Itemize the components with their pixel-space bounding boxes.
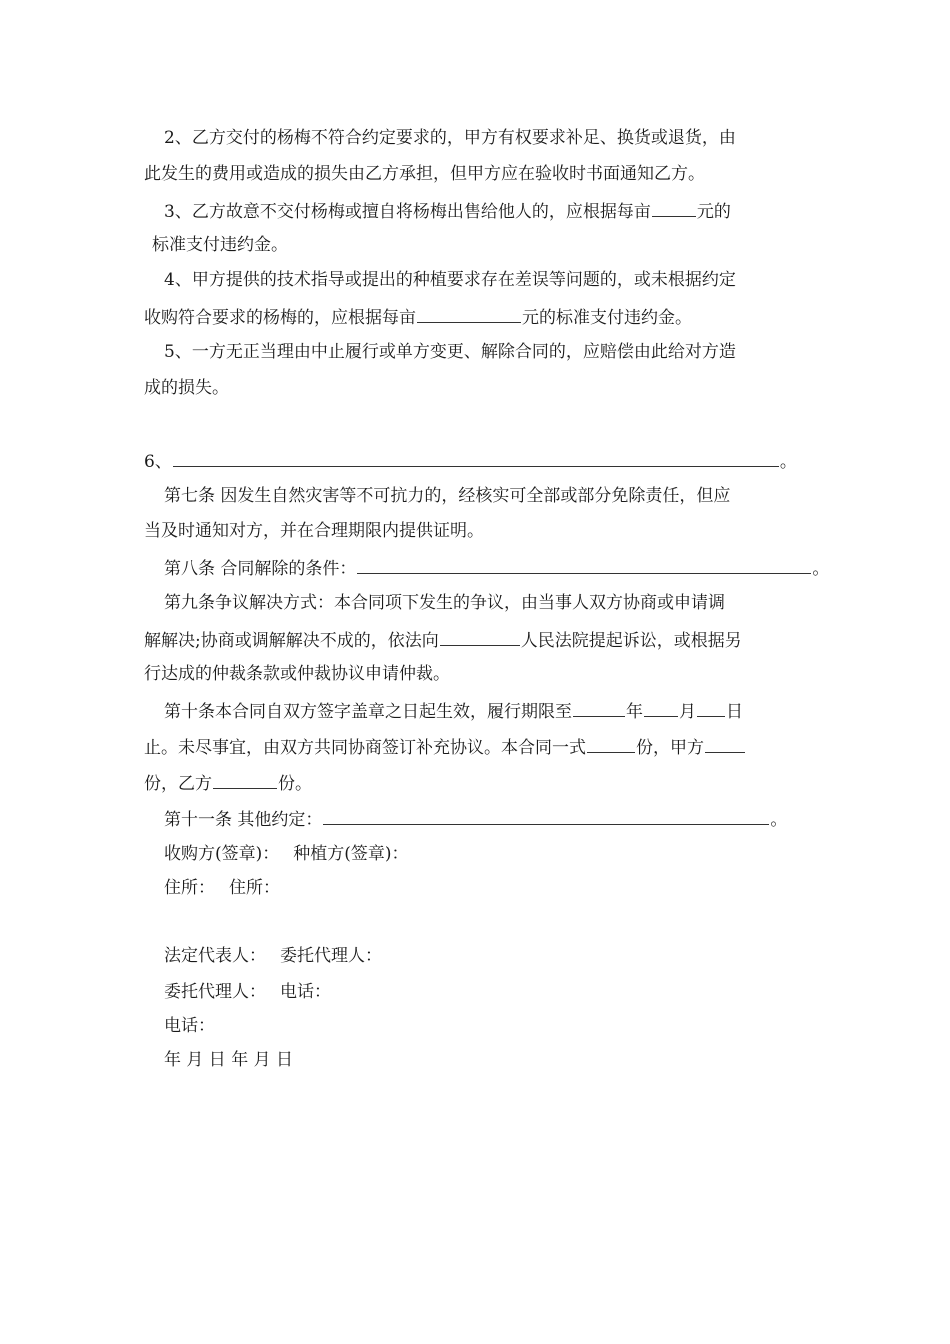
text: 年 xyxy=(626,702,643,722)
blank-field[interactable] xyxy=(705,734,745,753)
date-line xyxy=(164,1048,293,1072)
buyer-agent-label: 委托代理人： xyxy=(164,982,266,1002)
text: 3、乙方故意不交付杨梅或擅自将杨梅出售给他人的，应根据每亩 xyxy=(164,202,651,222)
text: 元的标准支付违约金。 xyxy=(522,308,692,328)
article-9-line-1 xyxy=(164,591,725,615)
text: 此发生的费用或造成的损失由乙方承担，但甲方应在验收时书面通知乙方。 xyxy=(144,164,705,184)
grower-signature-label: 种植方(签章)： xyxy=(293,844,409,864)
clause-4-line-1 xyxy=(164,268,736,292)
text: 份。 xyxy=(278,774,312,794)
clause-6-line xyxy=(144,448,797,474)
text: 止。未尽事宜，由双方共同协商签订补充协议。本合同一式 xyxy=(144,738,586,758)
clause-5-line-1 xyxy=(164,340,736,364)
text: 第十条本合同自双方签字盖章之日起生效，履行期限至 xyxy=(164,702,572,722)
article-9-line-3 xyxy=(144,662,450,686)
text: 解解决;协商或调解解决不成的，依法向 xyxy=(144,631,439,651)
text: 5、一方无正当理由中止履行或单方变更、解除合同的，应赔偿由此给对方造 xyxy=(164,342,736,362)
text: 第七条 因发生自然灾害等不可抗力的，经核实可全部或部分免除责任，但应 xyxy=(164,486,731,506)
article-10-line-1 xyxy=(164,698,743,724)
signature-parties-line xyxy=(164,842,409,866)
blank-field[interactable] xyxy=(652,198,696,217)
text: 行达成的仲裁条款或仲裁协议申请仲裁。 xyxy=(144,664,450,684)
grower-address-label: 住所： xyxy=(229,878,280,898)
text: 第十一条 其他约定： xyxy=(164,810,323,830)
blank-field[interactable] xyxy=(357,555,811,574)
text: 份，甲方 xyxy=(636,738,704,758)
blank-field[interactable] xyxy=(573,698,625,717)
text: 人民法院提起诉讼，或根据另 xyxy=(520,631,742,651)
buyer-signature-label: 收购方(签章)： xyxy=(164,844,280,864)
text: 份，乙方 xyxy=(144,774,212,794)
grower-phone-label: 电话： xyxy=(280,982,331,1002)
buyer-address-label: 住所： xyxy=(164,878,215,898)
blank-field[interactable] xyxy=(213,770,277,789)
article-11-line xyxy=(164,806,787,832)
text: 元的 xyxy=(696,202,731,222)
text: 月 xyxy=(679,702,696,722)
text: 。 xyxy=(779,452,797,472)
blank-field[interactable] xyxy=(697,698,725,717)
blank-field[interactable] xyxy=(173,448,779,467)
text: 6、 xyxy=(144,452,172,472)
clause-5-line-2 xyxy=(144,376,229,400)
legal-representative-label: 法定代表人： xyxy=(164,946,266,966)
representative-line xyxy=(164,944,382,968)
clause-3-line-2 xyxy=(152,233,288,257)
text: 。 xyxy=(812,559,830,579)
grower-agent-label: 委托代理人： xyxy=(280,946,382,966)
phone-line xyxy=(164,1014,215,1038)
text: 成的损失。 xyxy=(144,378,229,398)
article-10-line-3 xyxy=(144,770,312,796)
blank-field[interactable] xyxy=(587,734,635,753)
text: 第八条 合同解除的条件： xyxy=(164,559,357,579)
text: 日 xyxy=(726,702,743,722)
article-8-line xyxy=(164,555,829,581)
text: 2、乙方交付的杨梅不符合约定要求的，甲方有权要求补足、换货或退货，由 xyxy=(164,128,736,148)
text: 当及时通知对方，并在合理期限内提供证明。 xyxy=(144,521,484,541)
blank-field[interactable] xyxy=(440,627,520,646)
article-10-line-2 xyxy=(144,734,746,760)
clause-4-line-2 xyxy=(144,304,692,330)
blank-field[interactable] xyxy=(417,304,521,323)
blank-field[interactable] xyxy=(323,806,769,825)
article-7-line-1 xyxy=(164,484,730,508)
signing-dates: 年 月 日 年 月 日 xyxy=(164,1050,294,1070)
clause-3-line-1 xyxy=(164,198,731,224)
text: 标准支付违约金。 xyxy=(152,235,288,255)
text: 收购符合要求的杨梅的，应根据每亩 xyxy=(144,308,416,328)
clause-2-line-1 xyxy=(164,126,736,150)
article-9-line-2 xyxy=(144,627,742,653)
clause-2-line-2 xyxy=(144,162,705,186)
text: 4、甲方提供的技术指导或提出的种植要求存在差误等问题的，或未根据约定 xyxy=(164,270,736,290)
article-7-line-2 xyxy=(144,519,484,543)
blank-field[interactable] xyxy=(644,698,678,717)
text: 。 xyxy=(770,810,788,830)
agent-phone-line xyxy=(164,980,331,1004)
text: 第九条争议解决方式：本合同项下发生的争议，由当事人双方协商或申请调 xyxy=(164,593,725,613)
address-line xyxy=(164,876,280,900)
buyer-phone-label: 电话： xyxy=(164,1016,215,1036)
